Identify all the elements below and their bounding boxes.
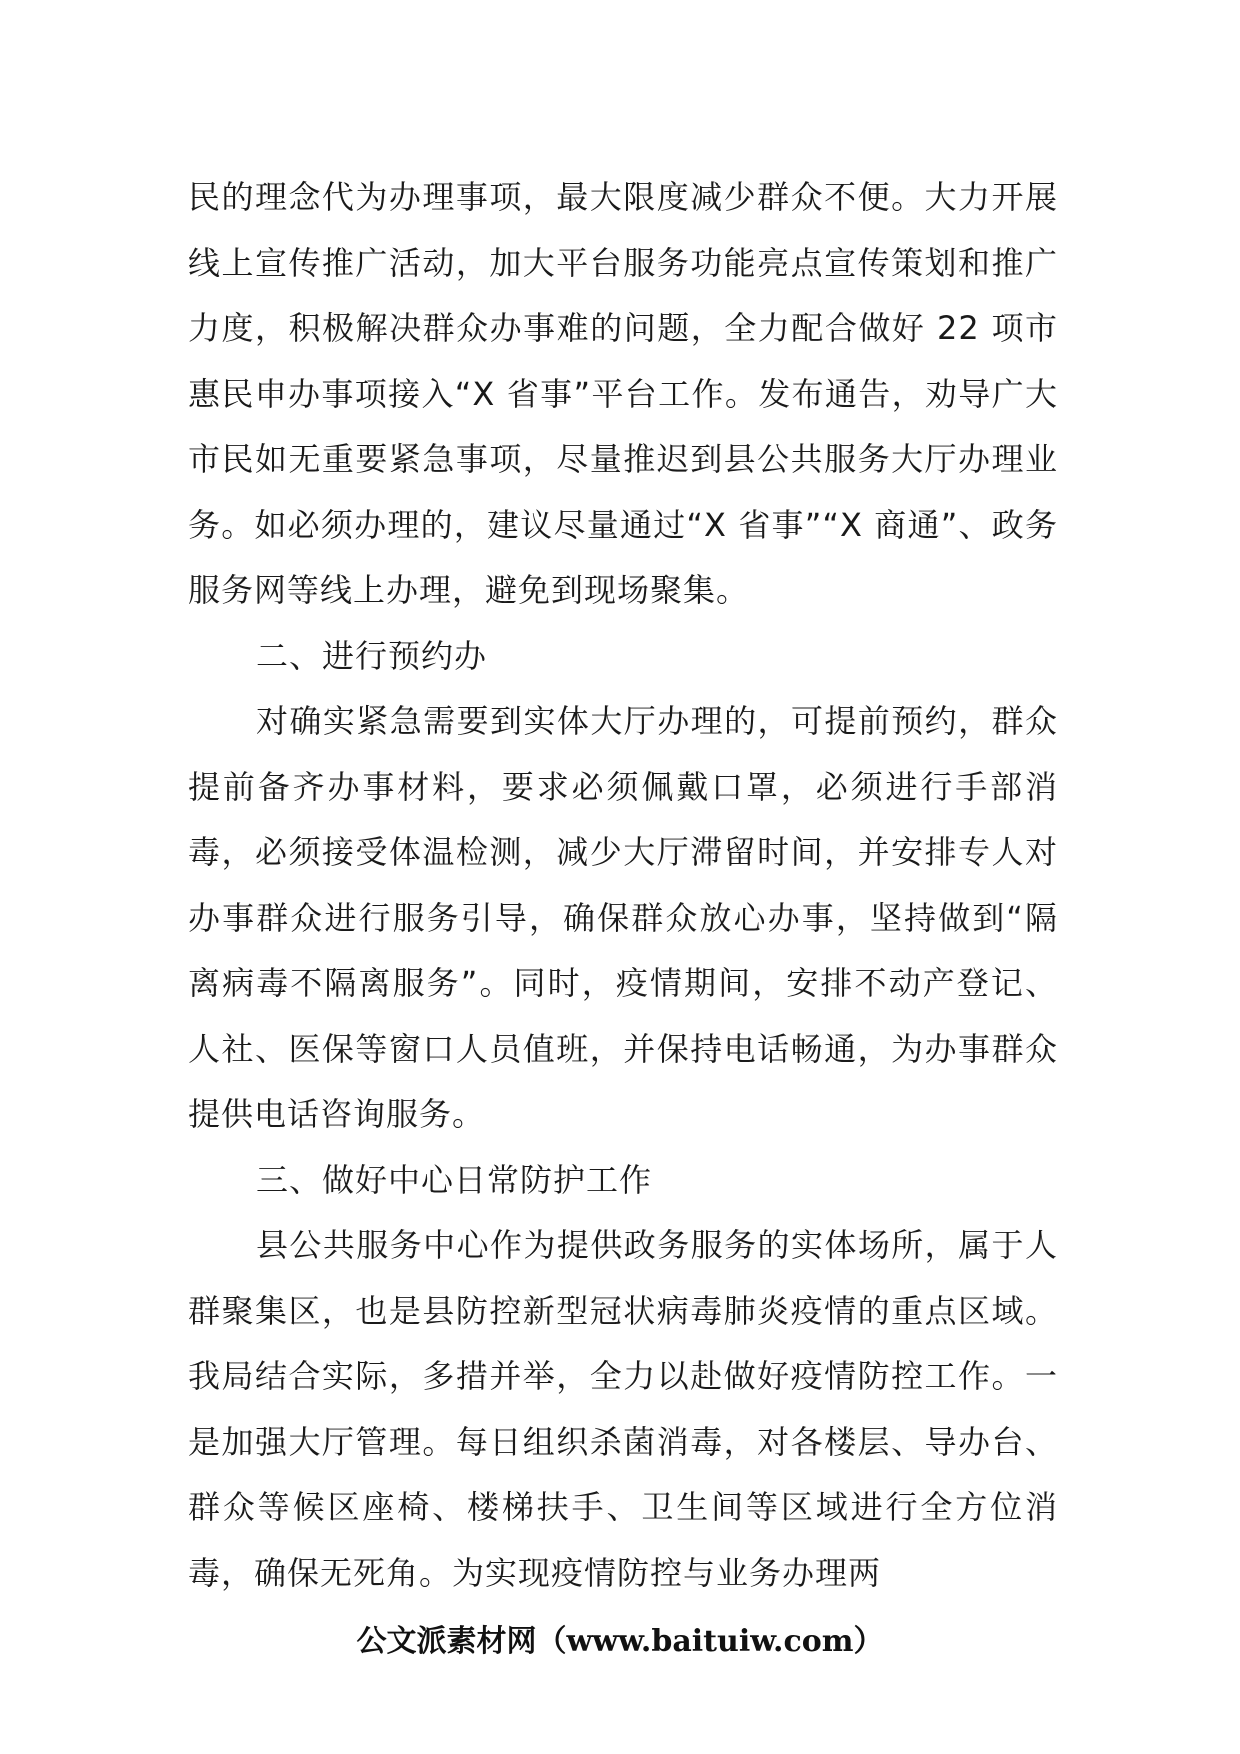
source-watermark-footer: 公文派素材网（www.baituiw.com） bbox=[356, 1624, 884, 1659]
section-heading-3: 三、做好中心日常防护工作 bbox=[256, 1160, 653, 1199]
paragraph-2: 对确实紧急需要到实体大厅办理的，可提前预约，群众提前备齐办事材料，要求必须佩戴口罩，必须进行手部消毒，必须接受体温检测，减少大厅滞留时间，并安排专人对办事群众进行服务引导，确保群众放心办事，坚持做到“隔离病毒不隔离服务”。同时，疫情期间，安排不动产登记、人社、医保等窗口人员值班，并保持电话畅通，为办事群众提供电话咨询服务。 bbox=[188, 702, 1058, 1133]
paragraph-1: 民的理念代为办理事项，最大限度减少群众不便。大力开展线上宣传推广活动，加大平台服务功能亮点宣传策划和推广力度，积极解决群众办事难的问题，全力配合做好 22 项市惠民申办事项接入“X 省事”平台工作。发布通告，劝导广大市民如无重要紧急事项，尽量推迟到县公共服务大厅办理业务。如必须办理的，建议尽量通过“X 省事”“X 商通”、政务服务网等线上办理，避免到现场聚集。 bbox=[188, 178, 1058, 609]
section-heading-2: 二、进行预约办 bbox=[256, 636, 488, 675]
paragraph-3: 县公共服务中心作为提供政务服务的实体场所，属于人群聚集区，也是县防控新型冠状病毒肺炎疫情的重点区域。我局结合实际，多措并举，全力以赴做好疫情防控工作。一是加强大厅管理。每日组织杀菌消毒，对各楼层、导办台、群众等候区座椅、楼梯扶手、卫生间等区域进行全方位消毒，确保无死角。为实现疫情防控与业务办理两 bbox=[188, 1226, 1058, 1592]
document-body bbox=[188, 165, 1058, 1606]
